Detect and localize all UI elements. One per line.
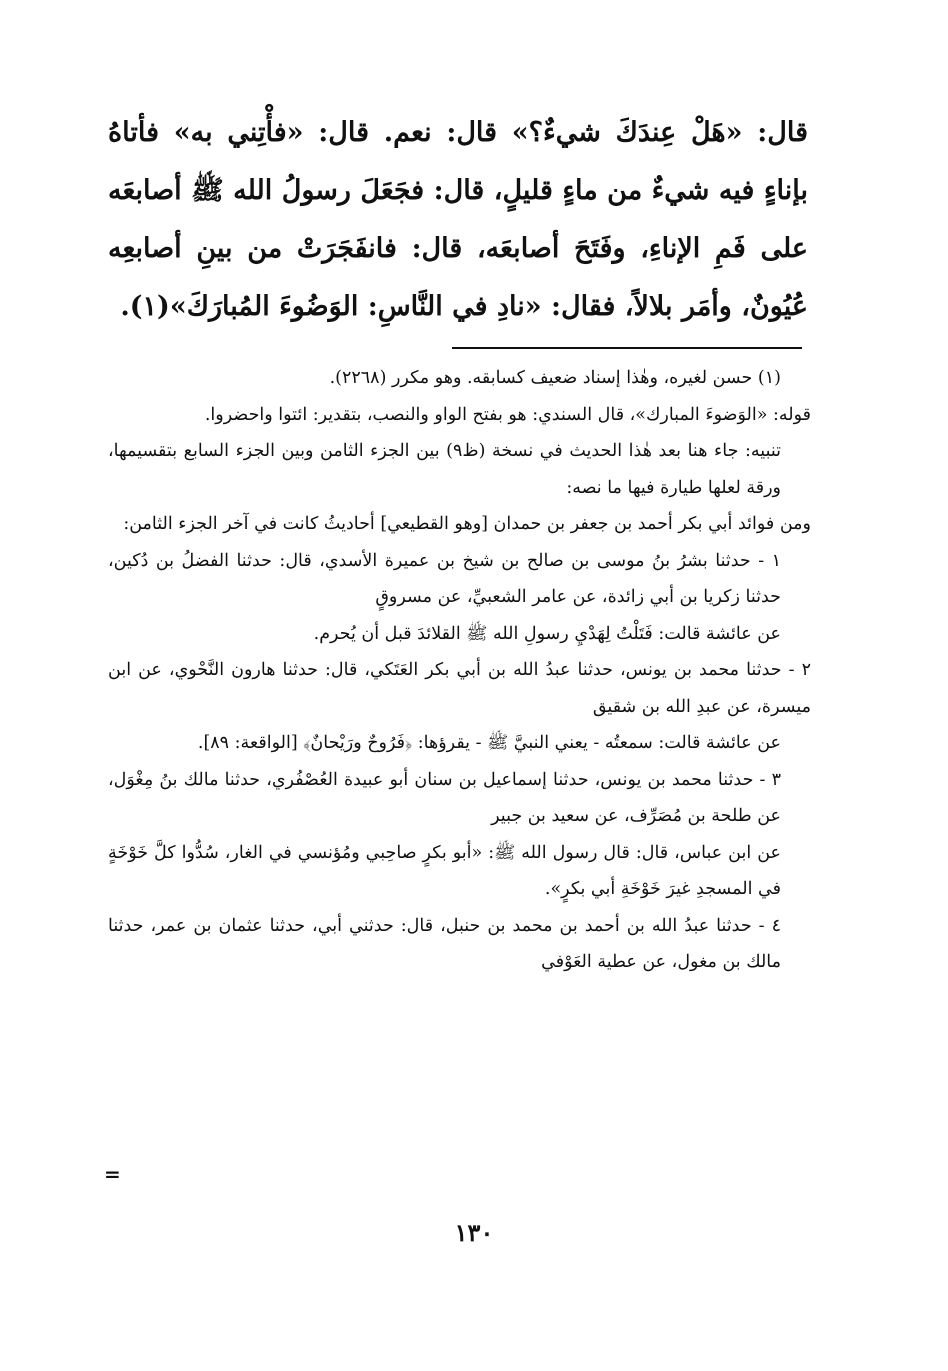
footnote-intro: ومن فوائد أبي بكر أحمد بن جعفر بن حمدان [وهو القطيعي] أحاديثُ كانت في آخر الجزء الثامن: <box>123 514 811 534</box>
footnote-notice: تنبيه: جاء هنا بعد هٰذا الحديث في نسخة (ظ٩) بين الجزء الثامن وبين الجزء السابع بتقسيمها، ورقة لعلها طيارة فيها ما نصه: <box>108 441 781 498</box>
footnote-1: (١) حسن لغيره، وهٰذا إسناد ضعيف كسابقه. وهو مكرر (٢٢٦٨). <box>329 368 781 388</box>
footnotes <box>108 360 811 981</box>
footnote-comment: قوله: «الوَضوءَ المبارك»، قال السندي: هو بفتح الواو والنصب، بتقدير: ائتوا واحضروا. <box>204 404 811 425</box>
footnote-hadith-3-chain: ٣ - حدثنا محمد بن يونس، حدثنا إسماعيل بن سنان أبو عبيدة العُصْفُري، حدثنا مالك بنُ مِغْوَل، عن طلحة بن مُصَرِّف، عن سعيد بن جبير <box>108 769 781 826</box>
footnote-hadith-3-text: عن ابن عباس، قال: قال رسول الله ﷺ: «أبو بكرٍ صاحِبي ومُؤنسي في الغار، سُدُّوا كلَّ خَوْخَةٍ في المسجدِ غيرَ خَوْخَةِ أبي بكرٍ». <box>108 842 781 899</box>
main-text <box>108 104 808 336</box>
footnote-hadith-2-text: عن عائشة قالت: سمعتُه - يعني النبيَّ ﷺ - يقرؤها: ﴿فَرُوحٌ ورَيْحانٌ﴾ [الواقعة: ٨٩]. <box>197 733 781 753</box>
footnote-separator <box>452 347 802 349</box>
footnote-hadith-2-chain: ٢ - حدثنا محمد بن يونس، حدثنا عبدُ الله بن أبي بكر العَتَكي، قال: حدثنا هارون النَّحْوي، عن ابن ميسرة، عن عبدِ الله بن شقيق <box>108 660 811 717</box>
continuation-marker: = <box>104 1162 121 1186</box>
footnote-hadith-4-chain: ٤ - حدثنا عبدُ الله بن أحمد بن محمد بن حنبل، قال: حدثني أبي، حدثنا عثمان بن عمر، حدثنا مالك بن مغول، عن عطية العَوْفي <box>108 915 781 972</box>
footnote-hadith-1-text: عن عائشة قالت: فَتَلْتُ لِهَدْيِ رسولِ الله ﷺ القلائدَ قبل أن يُحرم. <box>313 623 781 644</box>
page-number: ١٣٠ <box>454 1218 494 1247</box>
hadith-paragraph: قال: «هَلْ عِندَكَ شيءٌ؟» قال: نعم. قال: «فأْتِني به» فأتاهُ بإناءٍ فيه شيءٌ من ماءٍ قليلٍ، قال: فجَعَلَ رسولُ الله ﷺ أصابعَه على فَمِ الإناءِ، وفَتَحَ أصابعَه، قال: فانفَجَرَتْ من بينِ أصابعِه عُيُونٌ، وأمَر بلالاً، فقال: «نادِ في النَّاسِ: الوَضُوءَ المُبارَكَ»(١). <box>108 117 808 322</box>
footnote-hadith-1-chain: ١ - حدثنا بشرُ بنُ موسى بن صالح بن شيخ بن عميرة الأسدي، قال: حدثنا الفضلُ بن دُكين، حدثنا زكريا بن أبي زائدة، عن عامر الشعبيِّ، عن مسروقٍ <box>108 550 781 607</box>
